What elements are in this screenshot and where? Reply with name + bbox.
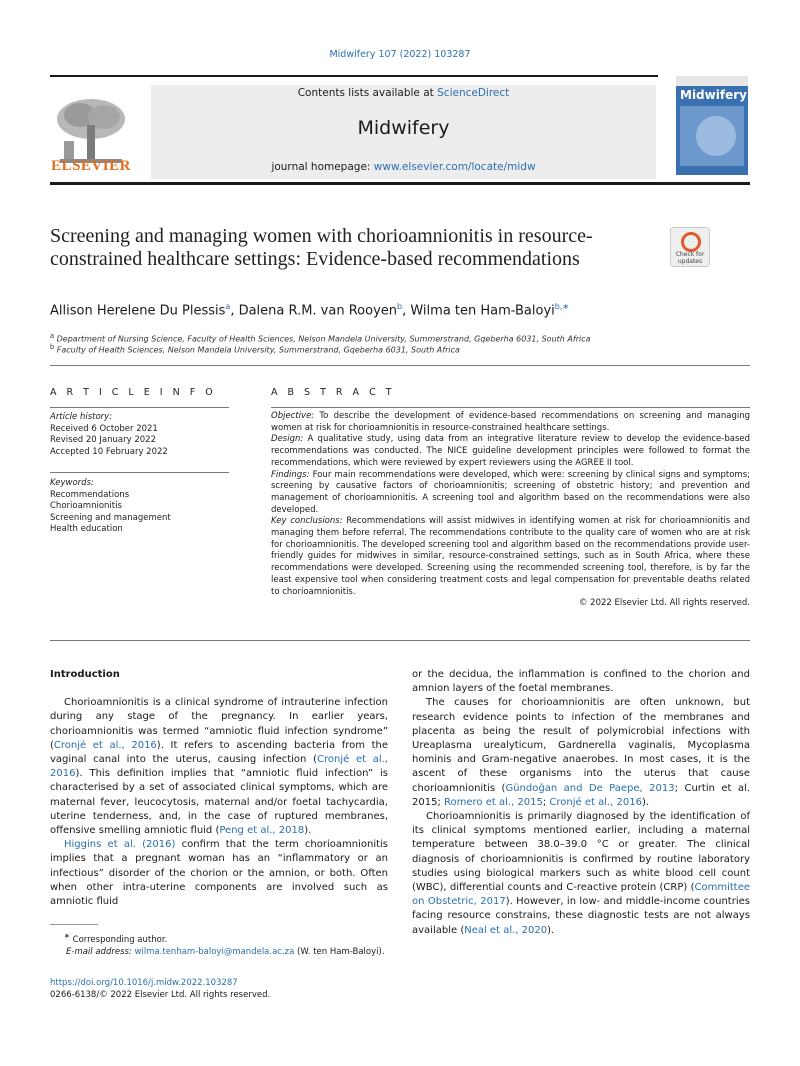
citation-link[interactable]: Committee on Obstetric, 2017 xyxy=(412,882,750,908)
body-rule xyxy=(50,640,750,641)
header-bottom-rule xyxy=(50,182,750,185)
author-sup[interactable]: a xyxy=(225,302,231,311)
history-accepted: Accepted 10 February 2022 xyxy=(50,446,168,457)
citation-link[interactable]: Neal et al., 2020 xyxy=(464,924,548,936)
journal-homepage-line xyxy=(151,161,656,173)
elsevier-logo-text: ELSEVIER xyxy=(51,158,131,174)
conclusions-label: Key conclusions: xyxy=(271,516,343,527)
citation-link[interactable]: Higgins et al. (2016) xyxy=(64,839,176,851)
text: ). xyxy=(304,825,312,837)
citation-link[interactable]: Gündoğan and De Paepe, 2013 xyxy=(505,782,675,794)
right-column xyxy=(412,668,750,938)
affiliation-b xyxy=(50,343,460,355)
cover-title: Midwifery xyxy=(680,88,747,102)
design-label: Design: xyxy=(271,434,304,445)
author-name[interactable]: Allison Herelene Du Plessis xyxy=(50,303,226,319)
keyword: Chorioamnionitis xyxy=(50,501,122,511)
conclusions-text: Recommendations will assist midwives in identifying women at risk for chorioamnionitis and managing them before referral. The recommendations contribute to the quality care of women who are at risk for chorioamnionitis. The developed screening tool and algorithm based on the recommendations provide user-friendly guides for midwives in similar, resource-constrained settings, such as in South Africa, where these recommendations were developed. Screening using the recommended screening tool, therefore, is by far the least expensive tool when considering treatment costs and legal compensation for preventable deaths related to chorioamnionitis. xyxy=(271,516,750,597)
text: ). xyxy=(547,924,555,936)
author-name[interactable]: Dalena R.M. van Rooyen xyxy=(238,303,398,319)
info-rule xyxy=(50,407,229,408)
author-list: Allison Herelene Du Plessis$^a$, Dalena R.M. van Rooyen$^b$, Wilma ten Ham-Baloyi$^{b,∗}$ xyxy=(50,302,570,319)
citation-link[interactable]: Romero et al., 2015 xyxy=(444,796,543,808)
history-revised: Revised 20 January 2022 xyxy=(50,435,156,445)
author-sup[interactable]: b,∗ xyxy=(554,302,570,311)
abstract-body xyxy=(271,411,750,610)
homepage-prefix: journal homepage: xyxy=(271,161,374,173)
footnote-email xyxy=(50,946,385,958)
citation-link[interactable]: Cronjé et al., 2016 xyxy=(50,754,388,780)
history-label: Article history: xyxy=(50,412,113,422)
history-received: Received 6 October 2021 xyxy=(50,423,158,434)
doi-link[interactable]: https://doi.org/10.1016/j.midw.2022.103287 xyxy=(50,978,238,988)
paragraph xyxy=(50,838,388,909)
footnote xyxy=(50,930,385,958)
email-label: E-mail address: xyxy=(66,946,132,957)
author-sup[interactable]: b xyxy=(397,302,403,311)
abstract-rule xyxy=(271,407,750,408)
text: ; Curtin et al. 2015; xyxy=(412,782,750,808)
cover-top-strip xyxy=(676,76,748,86)
doi-block xyxy=(50,977,270,1001)
affiliation-text: Faculty of Health Sciences, Nelson Mandela University, Summerstrand, Gqeberha 6031, South Africa xyxy=(56,345,460,355)
article-title: Screening and managing women with chorioamnionitis in resource-constrained healthcare settings: Evidence-based recommendations xyxy=(50,225,593,270)
keyword: Health education xyxy=(50,524,123,534)
footnote-rule xyxy=(50,924,98,925)
paragraph xyxy=(412,696,750,810)
journal-citation[interactable]: Midwifery 107 (2022) 103287 xyxy=(329,49,471,60)
issn-line: 0266-6138/© 2022 Elsevier Ltd. All rights reserved. xyxy=(50,990,271,1000)
contents-prefix: Contents lists available at xyxy=(297,87,438,99)
affiliation-a xyxy=(50,332,591,344)
article-info-heading: A R T I C L E I N F O xyxy=(50,387,217,398)
contents-line xyxy=(151,87,656,99)
author-name[interactable]: Wilma ten Ham-Baloyi xyxy=(410,303,555,319)
info-rule xyxy=(50,472,229,473)
text: confirm that the term chorioamnionitis implies that a pregnant woman has an “inflammatory or an infectious” disorder of the chorion or the amnion, or both. Often when other intra-uterine components are involved such as amniotic fluid xyxy=(50,839,389,908)
paragraph: or the decidua, the inflammation is confined to the chorion and amnion layers of the foetal membranes. xyxy=(412,669,750,695)
affiliation-text: Department of Nursing Science, Faculty of Health Sciences, Nelson Mandela University, Summerstrand, Gqeberha 6031, South Africa xyxy=(56,334,591,344)
keywords xyxy=(50,478,230,536)
keyword: Recommendations xyxy=(50,489,130,500)
findings-text: Four main recommendations were developed, which were: screening by clinical signs and symptoms; screening by causative factors of chorioamnionitis; screening of obstetric history; and prevention and management of chorioamnionitis. A screening tool and algorithm based on the recommendations were also developed. xyxy=(271,469,750,515)
keywords-label: Keywords: xyxy=(50,478,94,488)
text: ). This definition implies that “amniotic fluid infection” is characterised by a set of associated clinical symptoms, which are maternal fever, leucocytosis, maternal and/or foetal tachycardia, uterine tenderness, and, in the case of ruptured membranes, offensive smelling amniotic fluid ( xyxy=(50,768,388,837)
cover-image-circle xyxy=(696,116,736,156)
paragraph xyxy=(412,810,750,938)
top-rule xyxy=(50,75,658,77)
introduction-heading: Introduction xyxy=(50,669,120,680)
text: ). However, in low- and middle-income countries facing resource constrains, these diagnostic tests are not always available ( xyxy=(412,896,750,936)
citation-link[interactable]: Cronjé et al., 2016 xyxy=(549,796,642,808)
affiliation-sup: a xyxy=(50,332,55,340)
affiliation-sup: b xyxy=(50,343,55,351)
findings-label: Findings: xyxy=(271,469,310,480)
left-column xyxy=(50,668,388,909)
objective-label: Objective: xyxy=(271,411,315,421)
check-for-updates-badge[interactable] xyxy=(670,227,710,267)
article-history xyxy=(50,412,230,458)
citation-link[interactable]: Peng et al., 2018 xyxy=(219,825,305,837)
text: ; xyxy=(542,796,550,808)
text: Chorioamnionitis is a clinical syndrome of intrauterine infection during any stage of the pregnancy. In earlier years, chorioamnionitis was termed “amniotic fluid infection syndrome” ( xyxy=(50,697,388,751)
abstract-copyright: © 2022 Elsevier Ltd. All rights reserved. xyxy=(578,598,750,609)
footnote-corr-text: Corresponding author. xyxy=(72,934,168,945)
sciencedirect-link[interactable]: ScienceDirect xyxy=(437,87,510,99)
journal-cover-thumbnail[interactable] xyxy=(676,76,748,175)
email-suffix: (W. ten Ham-Baloyi). xyxy=(294,946,385,957)
footnote-corresponding xyxy=(50,930,385,946)
journal-homepage-link[interactable]: www.elsevier.com/locate/midw xyxy=(373,161,536,173)
text: The causes for chorioamnionitis are often unknown, but research evidence points to infection of the membranes and placenta as being the result of polymicrobial infections with Ureaplasma urealyticum, Gardnerella vaginalis, Mycoplasma hominis and Gram-negative anaerobes. In most cases, it is the ascent of these organisms into the uterus that cause chorioamnionitis ( xyxy=(412,697,750,794)
email-link[interactable]: wilma.tenham-baloyi@mandela.ac.za xyxy=(134,946,295,957)
objective-text: To describe the development of evidence-based recommendations on screening and managing women at risk for chorioamnionitis in resource-constrained healthcare settings. xyxy=(271,411,750,433)
section-rule xyxy=(50,365,750,366)
abstract-heading: A B S T R A C T xyxy=(271,387,396,398)
abstract-findings xyxy=(271,470,750,517)
footnote-star: ∗ xyxy=(64,931,70,940)
abstract-conclusions xyxy=(271,516,750,598)
abstract-design xyxy=(271,434,750,469)
journal-name: Midwifery xyxy=(357,117,450,139)
text: ). It refers to ascending bacteria from the vaginal canal into the uterus, causing infection ( xyxy=(50,739,388,766)
check-updates-label: Check for updates xyxy=(675,251,705,265)
design-text: A qualitative study, using data from an integrative literature review to develop the evidence-based recommendations was conducted. The NICE guideline development principles were followed to format the recommendations, which were reviewed by expert reviewers using the AGREE II tool. xyxy=(271,434,750,468)
keyword: Screening and management xyxy=(50,512,171,523)
text: Chorioamnionitis is primarily diagnosed by the identification of its clinical symptoms mentioned earlier, including a maternal temperature between 38.0–39.0 °C or greater. The clinical diagnosis of chorioamnionitis is confirmed by routine laboratory studies using biological markers such as white blood cell count (WBC), differential counts and C-reactive protein (CRP) ( xyxy=(412,811,750,894)
text: ). xyxy=(642,796,650,808)
citation-link[interactable]: Cronjé et al., 2016 xyxy=(53,739,157,751)
check-updates-icon xyxy=(681,232,701,252)
paragraph xyxy=(50,696,388,838)
abstract-objective xyxy=(271,411,750,434)
